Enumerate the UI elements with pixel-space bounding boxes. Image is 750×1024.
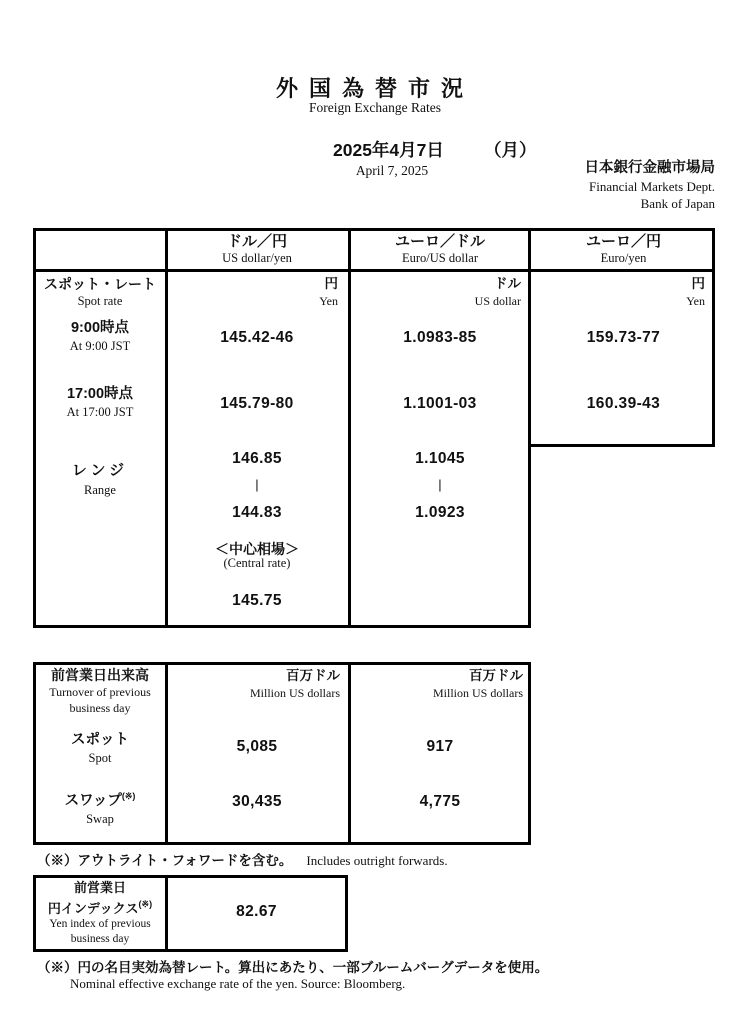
- turnover-row-label-spot-ja: スポット: [71, 732, 129, 748]
- row-label-range: [35, 461, 165, 499]
- row-label-0900-en: At 9:00 JST: [69, 339, 131, 353]
- range-eurusd-low: 1.0923: [415, 504, 465, 521]
- row-label-1700: [35, 385, 165, 421]
- turnover-swap-usdjpy: 30,435: [232, 793, 282, 810]
- column-header-eurjpy-en: Euro/yen: [600, 251, 647, 265]
- central-rate-label-en: (Central rate): [223, 556, 291, 570]
- turnover-swap-eurusd: 4,775: [419, 793, 461, 810]
- turnover-row-label-swap-ja: [35, 787, 165, 811]
- column-header-eurusd-ja: ユーロ／ドル: [394, 233, 485, 250]
- central-rate-label-ja: ＜中心相場＞: [215, 541, 299, 557]
- turnover-row-label-swap-en: Swap: [86, 812, 114, 826]
- column-header-eurusd-en: Euro/US dollar: [401, 251, 479, 265]
- footnote-forwards-ja: （※）アウトライト・フォワードを含む。: [37, 853, 293, 868]
- turnover-header-en1: Turnover of previous: [49, 685, 151, 699]
- turnover-unit-eurusd: [351, 667, 523, 701]
- unit-eurusd: [351, 275, 521, 309]
- rate-0900-eurjpy: 159.73-77: [586, 329, 661, 346]
- unit-usdjpy: [168, 275, 338, 309]
- column-header-eurjpy-ja: ユーロ／円: [585, 233, 661, 250]
- column-header-usdjpy-ja: ドル／円: [226, 233, 287, 250]
- row-header-spot-rate-ja: スポット・レート: [44, 276, 156, 292]
- turnover-unit-eurusd-en: Million US dollars: [432, 686, 523, 700]
- row-header-spot-rate: [35, 275, 165, 309]
- report-date-ja: 2025年4月7日: [333, 140, 444, 160]
- range-eurusd-separator: |: [438, 477, 442, 492]
- swap-footnote-marker: (※): [121, 791, 136, 801]
- range-usdjpy-low: 144.83: [232, 504, 282, 521]
- turnover-header: [35, 666, 165, 716]
- row-label-1700-en: At 17:00 JST: [66, 405, 134, 419]
- footnote-yen-index-ja: （※）円の名目実効為替レート。算出にあたり、一部ブルームバーグデータを使用。: [37, 960, 549, 975]
- yen-index-label-ja1: 前営業日: [73, 880, 126, 895]
- issuer-name-ja: 日本銀行金融市場局: [584, 160, 715, 176]
- turnover-header-ja: 前営業日出来高: [51, 667, 149, 683]
- column-header-eurjpy: [534, 232, 713, 266]
- page-subtitle: Foreign Exchange Rates: [309, 100, 441, 115]
- unit-usdjpy-en: Yen: [319, 294, 338, 308]
- page-title: 外国為替市況: [275, 76, 474, 101]
- turnover-unit-eurusd-ja: 百万ドル: [469, 668, 523, 683]
- turnover-unit-usdjpy-en: Million US dollars: [249, 686, 340, 700]
- turnover-unit-usdjpy-ja: 百万ドル: [286, 668, 340, 683]
- turnover-spot-usdjpy: 5,085: [236, 738, 278, 755]
- unit-eurusd-en: US dollar: [474, 294, 521, 308]
- yen-index-footnote-marker: (※): [138, 899, 153, 909]
- yen-index-ja-text: 円インデックス: [47, 901, 139, 916]
- yen-index-label-en1: Yen index of previous: [49, 918, 151, 930]
- rate-1700-eurusd: 1.1001-03: [403, 395, 477, 412]
- footnote-forwards-en: Includes outright forwards.: [306, 853, 448, 868]
- unit-usdjpy-ja: 円: [324, 276, 338, 291]
- central-rate-value: 145.75: [232, 592, 282, 609]
- turnover-row-label-spot: [35, 731, 165, 767]
- rates-table-header-rule: [33, 269, 715, 272]
- turnover-row-label-swap: [35, 787, 165, 828]
- row-header-spot-rate-en: Spot rate: [77, 294, 123, 308]
- rate-0900-usdjpy: 145.42-46: [220, 329, 294, 346]
- rate-0900-eurusd: 1.0983-85: [403, 329, 477, 346]
- report-date-en: April 7, 2025: [355, 163, 429, 178]
- range-eurusd-high: 1.1045: [415, 450, 465, 467]
- rate-1700-usdjpy: 145.79-80: [220, 395, 294, 412]
- issuer-bank-en: Bank of Japan: [640, 196, 715, 211]
- row-label-range-ja: レンジ: [71, 462, 129, 479]
- unit-eurjpy-ja: 円: [691, 276, 705, 291]
- range-usdjpy-high: 146.85: [232, 450, 282, 467]
- range-usdjpy-separator: |: [255, 477, 259, 492]
- yen-index-label: [35, 879, 165, 947]
- rate-1700-eurjpy: 160.39-43: [586, 395, 661, 412]
- footnote-forwards: [37, 849, 448, 869]
- turnover-swap-ja-text: スワップ: [64, 793, 122, 809]
- unit-eurjpy: [534, 275, 705, 309]
- turnover-header-en2: business day: [69, 700, 131, 715]
- column-header-usdjpy: [168, 232, 346, 266]
- turnover-row-label-spot-en: Spot: [88, 751, 112, 765]
- yen-index-label-ja2: [35, 896, 165, 917]
- issuer-block: [585, 158, 716, 212]
- column-header-usdjpy-en: US dollar/yen: [222, 251, 292, 265]
- unit-eurusd-ja: ドル: [494, 276, 521, 291]
- yen-index-label-en2: business day: [70, 933, 130, 945]
- issuer-dept-en: Financial Markets Dept.: [589, 179, 715, 194]
- column-header-eurusd: [351, 232, 529, 266]
- turnover-spot-eurusd: 917: [426, 738, 454, 755]
- yen-index-value: 82.67: [236, 903, 277, 920]
- footnote-yen-index-en: Nominal effective exchange rate of the yen. Source: Bloomberg.: [70, 976, 406, 991]
- row-label-range-en: Range: [84, 483, 116, 497]
- turnover-unit-usdjpy: [168, 667, 340, 701]
- row-label-0900-ja: 9:00時点: [70, 320, 130, 336]
- row-label-0900: [35, 319, 165, 355]
- row-label-1700-ja: 17:00時点: [66, 386, 134, 402]
- report-weekday: （月）: [484, 140, 537, 160]
- unit-eurjpy-en: Yen: [686, 294, 705, 308]
